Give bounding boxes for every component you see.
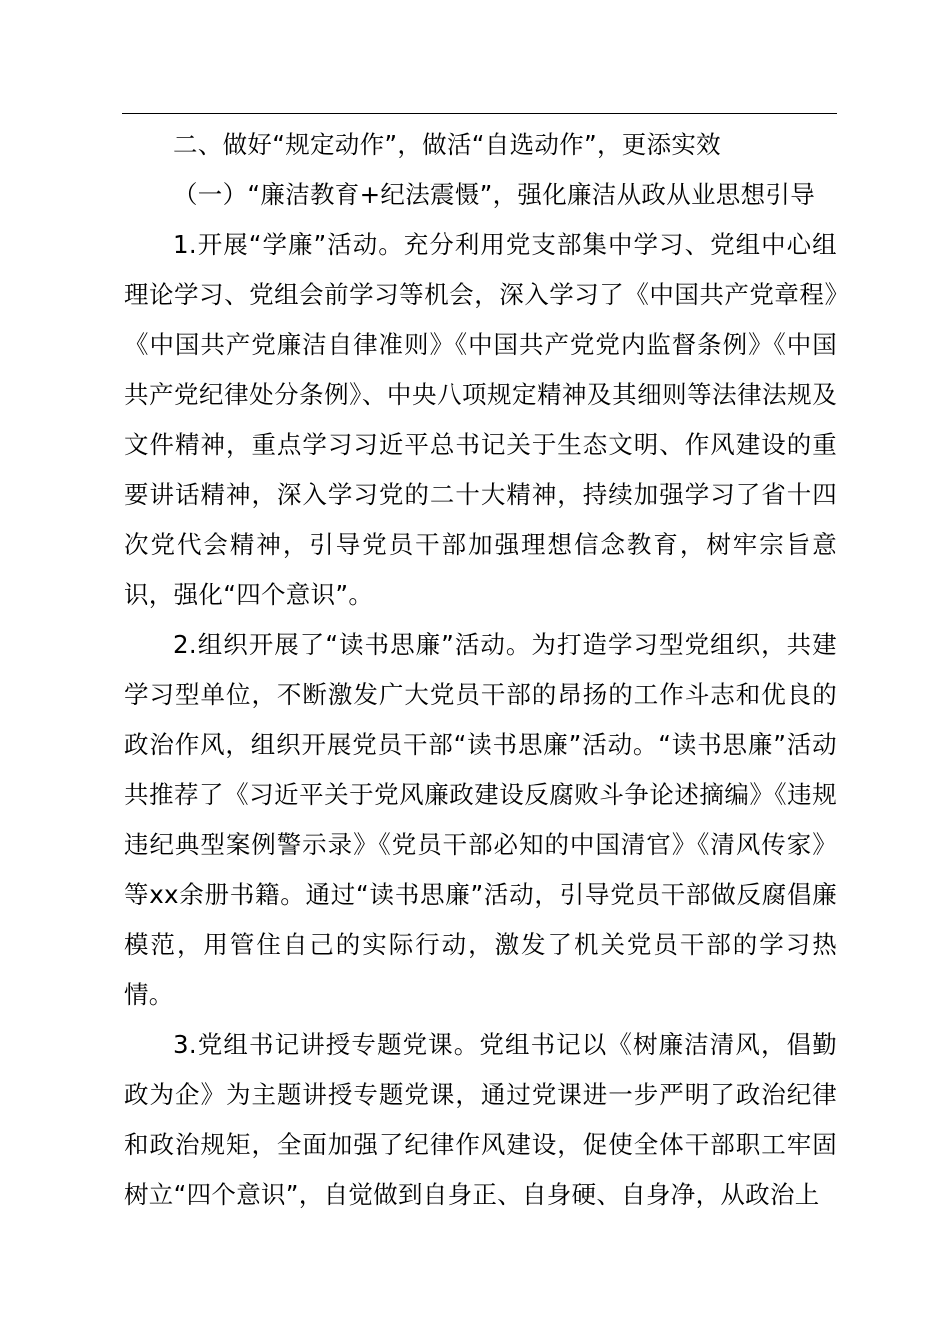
header-rule — [122, 113, 837, 114]
paragraph-item-2: 2.组织开展了“读书思廉”活动。为打造学习型党组织，共建学习型单位，不断激发广大党员干部的昂扬的工作斗志和优良的政治作风，组织开展党员干部“读书思廉”活动。“读书思廉”活动共推荐了《习近平关于党风廉政建设反腐败斗争论述摘编》《违规违纪典型案例警示录》《党员干部必知的中国清官》《清风传家》等xx余册书籍。通过“读书思廉”活动，引导党员干部做反腐倡廉模范，用管住自己的实际行动，激发了机关党员干部的学习热情。 — [124, 630, 837, 1009]
paragraph-item-1: 1.开展“学廉”活动。充分利用党支部集中学习、党组中心组理论学习、党组会前学习等机会，深入学习了《中国共产党章程》《中国共产党廉洁自律准则》《中国共产党党内监督条例》《中国共产党纪律处分条例》、中央八项规定精神及其细则等法律法规及文件精神，重点学习习近平总书记关于生态文明、作风建设的重要讲话精神，深入学习党的二十大精神，持续加强学习了省十四次党代会精神，引导党员干部加强理想信念教育，树牢宗旨意识，强化“四个意识”。 — [124, 230, 837, 609]
section-heading: 二、做好“规定动作”，做活“自选动作”，更添实效 — [173, 130, 721, 159]
subsection-heading: （一）“廉洁教育+纪法震慑”，强化廉洁从政从业思想引导 — [173, 180, 816, 209]
paragraph-item-3: 3.党组书记讲授专题党课。党组书记以《树廉洁清风，倡勤政为企》为主题讲授专题党课，通过党课进一步严明了政治纪律和政治规矩，全面加强了纪律作风建设，促使全体干部职工牢固树立“四个意识”，自觉做到自身正、自身硬、自身净，从政治上 — [124, 1030, 837, 1209]
document-body — [124, 120, 837, 1220]
